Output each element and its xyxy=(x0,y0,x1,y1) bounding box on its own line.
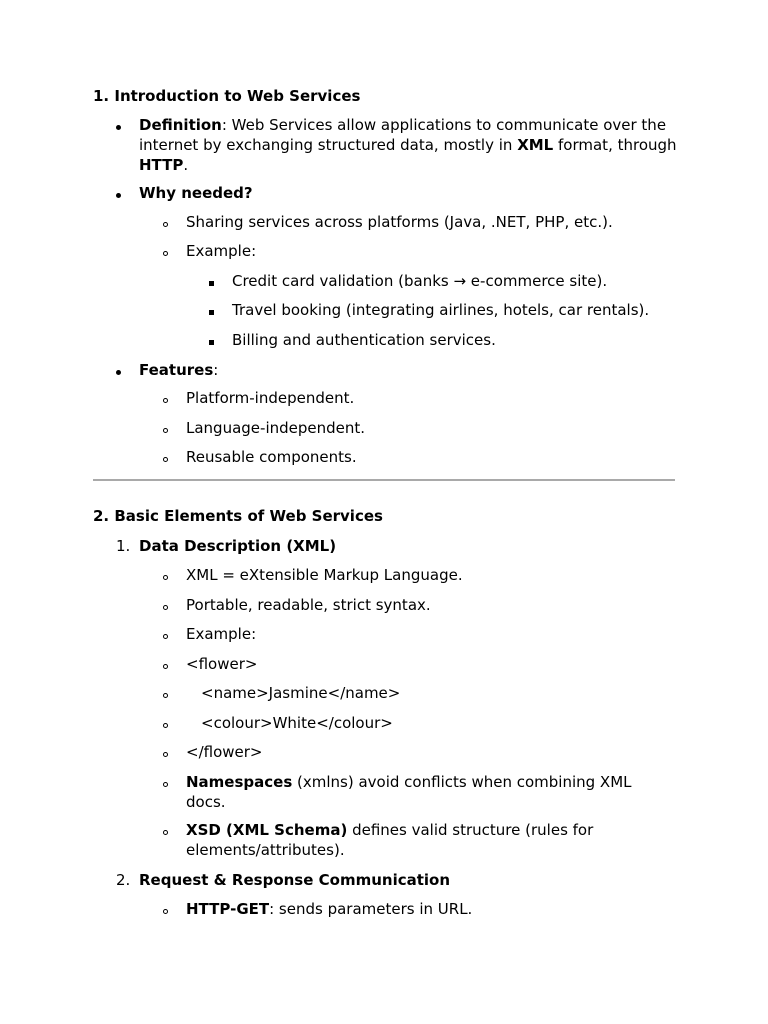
xsd-term: XSD (XML Schema) xyxy=(186,821,348,839)
circle-bullet-icon xyxy=(163,251,168,256)
list-item: Reusable components. xyxy=(186,448,357,466)
circle-bullet-icon xyxy=(163,428,168,433)
list-item: Sharing services across platforms (Java, .NET, PHP, etc.). xyxy=(186,213,613,231)
horizontal-divider xyxy=(93,479,675,481)
list-item: Portable, readable, strict syntax. xyxy=(186,596,431,614)
list-item: Platform-independent. xyxy=(186,389,355,407)
list-item: Travel booking (integrating airlines, hotels, car rentals). xyxy=(232,301,650,319)
http-get-text: : sends parameters in URL. xyxy=(269,900,473,918)
xml-code-line: </flower> xyxy=(186,743,263,761)
square-bullet-icon xyxy=(209,310,214,315)
circle-bullet-icon xyxy=(163,909,168,914)
square-bullet-icon xyxy=(209,281,214,286)
definition-text-b: format, through xyxy=(553,136,677,154)
section-2-heading-text: 2. Basic Elements of Web Services xyxy=(93,507,383,525)
namespaces-term: Namespaces xyxy=(186,773,293,791)
definition-paragraph xyxy=(139,115,679,175)
circle-bullet-icon xyxy=(163,457,168,462)
http-get-item xyxy=(186,899,472,919)
section-1-heading xyxy=(93,86,360,106)
list-item: XML = eXtensible Markup Language. xyxy=(186,566,463,584)
bullet-icon xyxy=(116,370,121,375)
definition-term: Definition xyxy=(139,116,222,134)
section-2-heading xyxy=(93,506,383,526)
circle-bullet-icon xyxy=(163,398,168,403)
definition-http: HTTP xyxy=(139,156,184,174)
features-colon: : xyxy=(213,361,219,379)
features-label xyxy=(139,360,218,380)
circle-bullet-icon xyxy=(163,634,168,639)
list-item: Language-independent. xyxy=(186,419,366,437)
request-response-title xyxy=(139,870,450,890)
xml-code-line: <name>Jasmine</name> xyxy=(201,684,401,702)
http-get-term: HTTP-GET xyxy=(186,900,270,918)
square-bullet-icon xyxy=(209,340,214,345)
namespaces-item xyxy=(186,772,666,812)
item-number: 2. xyxy=(116,871,131,889)
list-item: Example: xyxy=(186,625,257,643)
data-description-title xyxy=(139,536,336,556)
circle-bullet-icon xyxy=(163,723,168,728)
bullet-icon xyxy=(116,193,121,198)
circle-bullet-icon xyxy=(163,782,168,787)
section-1-heading-text: 1. Introduction to Web Services xyxy=(93,87,361,105)
definition-text: : Web Services allow applications to communicate over the internet by exchanging structured data, mostly in xyxy=(139,116,667,154)
features-term: Features xyxy=(139,361,214,379)
list-item: Billing and authentication services. xyxy=(232,331,496,349)
circle-bullet-icon xyxy=(163,664,168,669)
data-description-title-text: Data Description (XML) xyxy=(139,537,337,555)
xsd-text: defines valid structure (rules for elements/attributes). xyxy=(186,821,594,859)
circle-bullet-icon xyxy=(163,222,168,227)
xml-code-line: <colour>White</colour> xyxy=(201,714,393,732)
xsd-item xyxy=(186,820,626,860)
circle-bullet-icon xyxy=(163,575,168,580)
circle-bullet-icon xyxy=(163,830,168,835)
why-needed-label xyxy=(139,183,253,203)
circle-bullet-icon xyxy=(163,752,168,757)
namespaces-text: (xmlns) avoid conflicts when combining XML docs. xyxy=(186,773,632,811)
circle-bullet-icon xyxy=(163,605,168,610)
list-item: Example: xyxy=(186,242,257,260)
list-item: Credit card validation (banks → e-commerce site). xyxy=(232,272,608,290)
item-number: 1. xyxy=(116,537,131,555)
xml-code-line: <flower> xyxy=(186,655,258,673)
why-needed-text: Why needed? xyxy=(139,184,253,202)
circle-bullet-icon xyxy=(163,693,168,698)
definition-text-c: . xyxy=(183,156,189,174)
request-response-title-text: Request & Response Communication xyxy=(139,871,451,889)
definition-xml: XML xyxy=(517,136,554,154)
bullet-icon xyxy=(116,125,121,130)
